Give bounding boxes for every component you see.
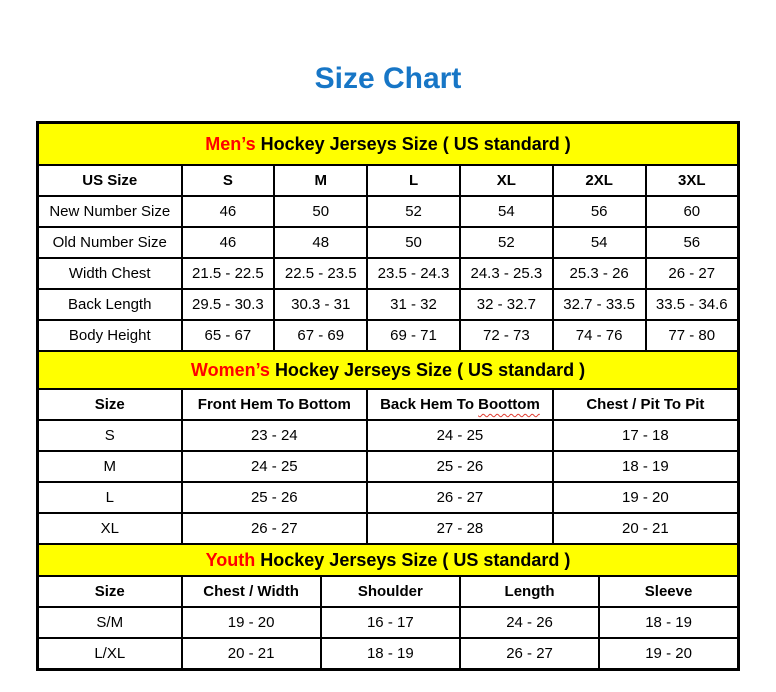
womens-highlight-label: Women’s [190, 359, 270, 380]
womens-title-rest: Hockey Jerseys Size ( US standard ) [274, 359, 586, 380]
column-header: L [367, 165, 460, 196]
row-label: L/XL [38, 638, 182, 670]
youth-section-band [38, 544, 739, 576]
table-cell: 56 [646, 227, 739, 258]
column-header-text: Back Hem To [380, 396, 474, 413]
column-header: 3XL [646, 165, 739, 196]
table-cell: 22.5 - 23.5 [274, 258, 367, 289]
table-cell: 26 - 27 [460, 638, 599, 670]
table-row [38, 451, 739, 482]
table-cell: 26 - 27 [182, 513, 368, 544]
row-label: S/M [38, 607, 182, 638]
table-cell: 23.5 - 24.3 [367, 258, 460, 289]
youth-section-title [38, 544, 739, 576]
table-row [38, 420, 739, 451]
mens-highlight-label: Men’s [205, 133, 256, 154]
table-cell: 54 [460, 196, 553, 227]
table-cell: 24 - 25 [367, 420, 553, 451]
table-row [38, 607, 739, 638]
table-cell: 77 - 80 [646, 320, 739, 351]
mens-section-band [38, 123, 739, 166]
page-title: Size Chart [314, 62, 462, 95]
table-cell: 52 [460, 227, 553, 258]
table-cell: 19 - 20 [182, 607, 321, 638]
table-cell: 32.7 - 33.5 [553, 289, 646, 320]
table-row [38, 227, 739, 258]
table-cell: 18 - 19 [321, 638, 460, 670]
column-header: Sleeve [599, 576, 738, 607]
table-cell: 72 - 73 [460, 320, 553, 351]
table-cell: 33.5 - 34.6 [646, 289, 739, 320]
size-chart-table [36, 121, 740, 671]
spellcheck-underlined-word: Boottom [478, 396, 540, 413]
table-cell: 26 - 27 [367, 482, 553, 513]
youth-title-rest: Hockey Jerseys Size ( US standard ) [260, 549, 571, 570]
column-header: XL [460, 165, 553, 196]
table-cell: 27 - 28 [367, 513, 553, 544]
column-header: M [274, 165, 367, 196]
row-label: Body Height [38, 320, 182, 351]
column-header: Front Hem To Bottom [182, 389, 368, 420]
row-label: L [38, 482, 182, 513]
table-cell: 23 - 24 [182, 420, 368, 451]
table-row [38, 258, 739, 289]
table-cell: 74 - 76 [553, 320, 646, 351]
table-cell: 48 [274, 227, 367, 258]
row-label: M [38, 451, 182, 482]
table-cell: 24 - 25 [182, 451, 368, 482]
table-cell: 17 - 18 [553, 420, 739, 451]
table-cell: 25.3 - 26 [553, 258, 646, 289]
column-header-misspelled [367, 389, 553, 420]
table-cell: 60 [646, 196, 739, 227]
table-row [38, 513, 739, 544]
table-cell: 25 - 26 [182, 482, 368, 513]
column-header: US Size [38, 165, 182, 196]
row-label: S [38, 420, 182, 451]
table-cell: 29.5 - 30.3 [182, 289, 275, 320]
table-cell: 46 [182, 196, 275, 227]
table-cell: 52 [367, 196, 460, 227]
table-cell: 67 - 69 [274, 320, 367, 351]
table-cell: 56 [553, 196, 646, 227]
table-cell: 25 - 26 [367, 451, 553, 482]
table-cell: 32 - 32.7 [460, 289, 553, 320]
column-header: Length [460, 576, 599, 607]
table-cell: 46 [182, 227, 275, 258]
table-cell: 19 - 20 [599, 638, 738, 670]
table-cell: 20 - 21 [182, 638, 321, 670]
table-row [38, 289, 739, 320]
table-cell: 19 - 20 [553, 482, 739, 513]
womens-header-row [38, 389, 739, 420]
table-cell: 54 [553, 227, 646, 258]
table-cell: 24.3 - 25.3 [460, 258, 553, 289]
column-header: Chest / Width [182, 576, 321, 607]
table-cell: 31 - 32 [367, 289, 460, 320]
mens-title-rest: Hockey Jerseys Size ( US standard ) [260, 133, 571, 154]
row-label: New Number Size [38, 196, 182, 227]
womens-section-band [38, 351, 739, 389]
table-cell: 18 - 19 [553, 451, 739, 482]
column-header: Shoulder [321, 576, 460, 607]
table-cell: 21.5 - 22.5 [182, 258, 275, 289]
column-header: S [182, 165, 275, 196]
youth-header-row [38, 576, 739, 607]
row-label: Back Length [38, 289, 182, 320]
womens-section-title [38, 351, 739, 389]
table-cell: 69 - 71 [367, 320, 460, 351]
column-header: Size [38, 576, 182, 607]
table-row [38, 196, 739, 227]
column-header: 2XL [553, 165, 646, 196]
mens-section-title [38, 123, 739, 166]
row-label: Old Number Size [38, 227, 182, 258]
row-label: XL [38, 513, 182, 544]
table-row [38, 320, 739, 351]
table-cell: 30.3 - 31 [274, 289, 367, 320]
table-cell: 50 [367, 227, 460, 258]
table-cell: 18 - 19 [599, 607, 738, 638]
row-label: Width Chest [38, 258, 182, 289]
table-cell: 24 - 26 [460, 607, 599, 638]
table-cell: 20 - 21 [553, 513, 739, 544]
youth-highlight-label: Youth [205, 549, 256, 570]
table-row [38, 638, 739, 670]
column-header: Chest / Pit To Pit [553, 389, 739, 420]
table-cell: 16 - 17 [321, 607, 460, 638]
table-row [38, 482, 739, 513]
table-cell: 26 - 27 [646, 258, 739, 289]
mens-header-row [38, 165, 739, 196]
column-header: Size [38, 389, 182, 420]
table-cell: 65 - 67 [182, 320, 275, 351]
table-cell: 50 [274, 196, 367, 227]
